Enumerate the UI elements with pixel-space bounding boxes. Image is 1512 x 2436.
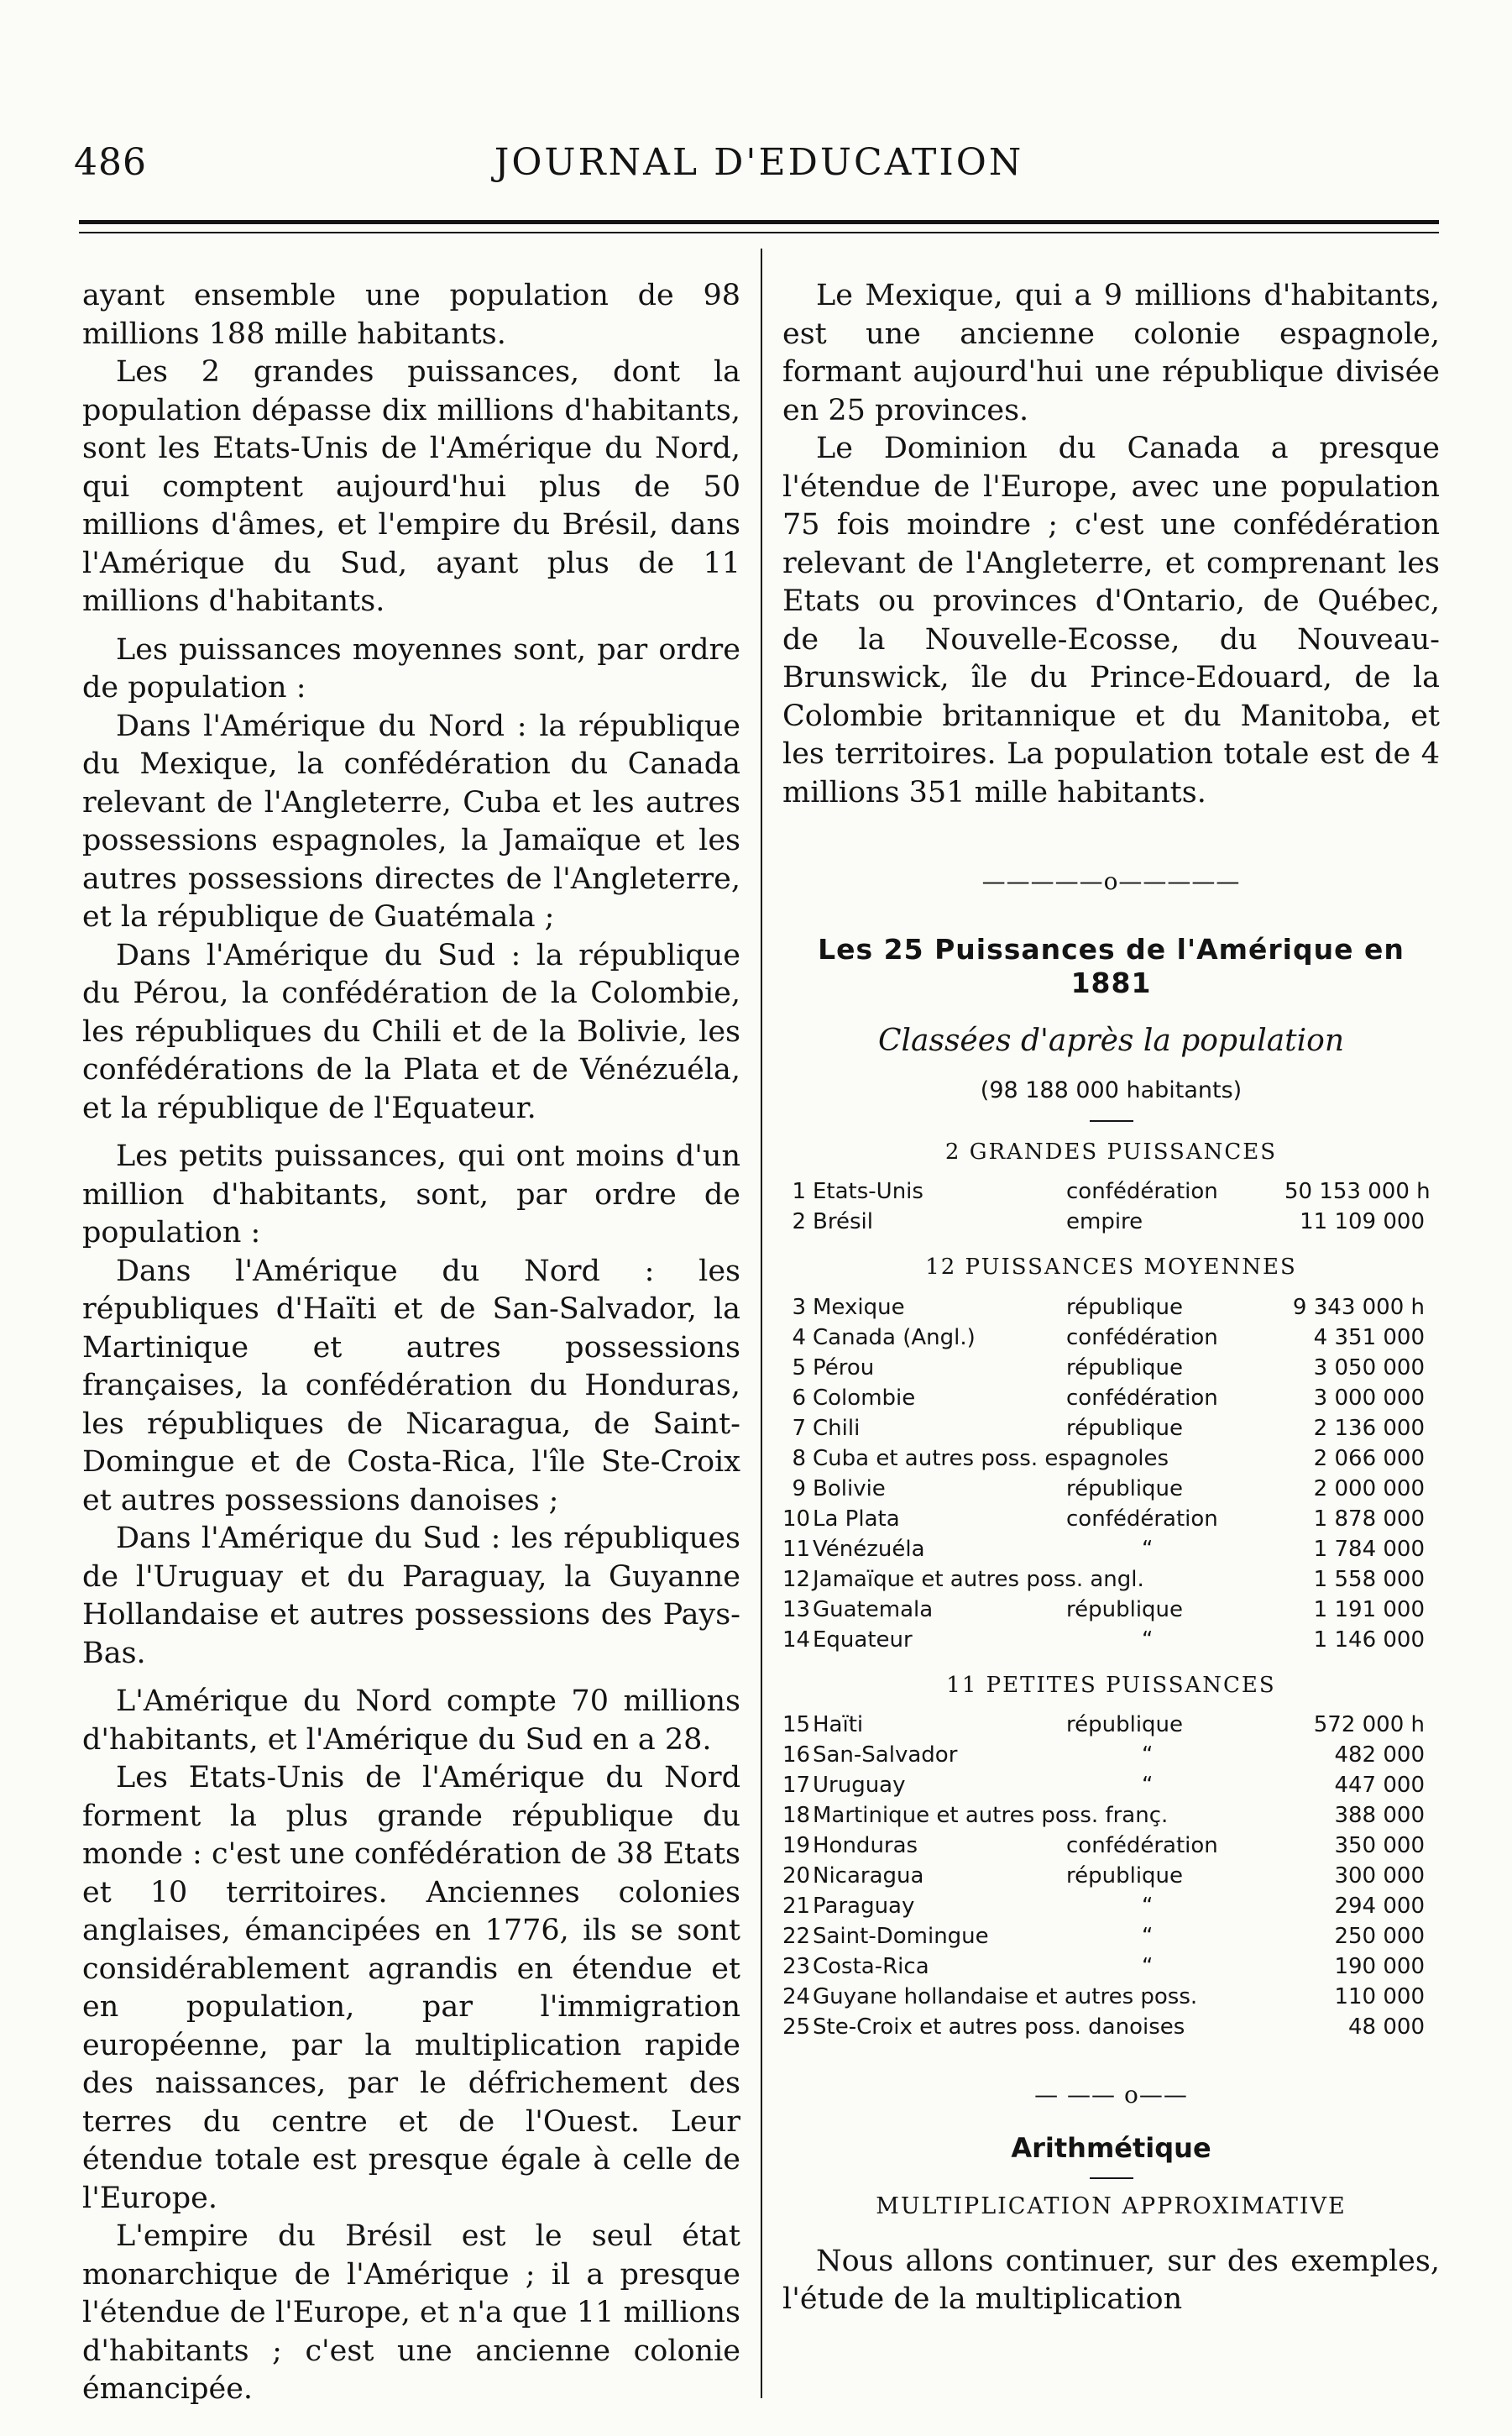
table-row [782,1504,1440,1534]
table-row [782,1353,1440,1383]
journal-title: JOURNAL D'EDUCATION [494,141,1024,184]
country-cell: Paraguay [813,1894,915,1919]
country-cell: Martinique et autres poss. franç. [813,1803,1169,1828]
paragraph: Dans l'Amérique du Sud : la république du Pérou, la confédération de la Colombie, les républiques du Chili et de la Bolivie, les confédérations de la Plata et de Vénézuéla, et la république de l'Equateur. [82,938,740,1125]
government-cell: “ [1142,1773,1154,1798]
population-cell: 48 000 [1348,2014,1425,2040]
government-cell: confédération [1066,1324,1218,1350]
country-cell: Uruguay [813,1773,906,1798]
country-cell: Haïti [813,1712,864,1737]
rank-cell: 16 [782,1742,811,1768]
government-cell: “ [1142,1627,1154,1653]
government-cell: république [1066,1475,1184,1501]
government-cell: “ [1142,1742,1154,1768]
country-cell: Chili [813,1415,861,1441]
paragraph: Les puissances moyennes sont, par ordre de population : [82,632,740,705]
population-cell: 250 000 [1334,1924,1425,1949]
page-header [74,141,1444,200]
population-cell: 50 153 000 h [1284,1179,1431,1204]
section-subtitle: Classées d'après la population [877,1023,1345,1058]
government-cell: “ [1142,1536,1154,1562]
rank-cell: 14 [782,1627,811,1653]
group-heading-moyennes: 12 PUISSANCES MOYENNES [925,1255,1297,1280]
population-cell: 1 146 000 [1313,1627,1425,1653]
paragraph: Dans l'Amérique du Nord : la république du Mexique, la confédération du Canada relevant de l'Angleterre, Cuba et les autres possessions espagnoles, la Jamaïque et les autres possessions directes de l'Angleterre, et la république de Guatémala ; [82,709,740,934]
paragraph: Le Dominion du Canada a presque l'étendue de l'Europe, avec une population 75 fois moindre ; c'est une confédération relevant de l'Angleterre, et comprenant les Etats ou provinces d'Ontario, de Québec, de la Nouvelle-Ecosse, du Nouveau-Brunswick, île du Prince-Edouard, de la Colombie britannique et du Manitoba, et les territoires. La population totale est de 4 millions 351 mille habitants. [782,432,1440,809]
rank-cell: 7 [792,1415,806,1441]
country-cell: Jamaïque et autres poss. angl. [813,1566,1144,1592]
government-cell: république [1066,1354,1184,1380]
rank-cell: 21 [782,1894,811,1919]
country-cell: Guyane hollandaise et autres poss. [813,1984,1198,2009]
paragraph: Les petits puissances, qui ont moins d'un million d'habitants, sont, par ordre de population : [82,1139,740,1249]
group-heading-grandes: 2 GRANDES PUISSANCES [944,1139,1278,1165]
country-cell: San-Salvador [813,1742,958,1768]
rank-cell: 1 [792,1179,806,1204]
government-cell: empire [1066,1209,1143,1234]
rank-cell: 15 [782,1712,811,1737]
table-row [782,1861,1440,1891]
country-cell: Saint-Domingue [813,1924,989,1949]
paragraph: Le Mexique, qui a 9 millions d'habitants, est une ancienne colonie espagnole, formant aujourd'hui une république divisée en 25 provinces. [782,279,1440,427]
population-cell: 388 000 [1334,1803,1425,1828]
header-rule-thick [79,220,1439,224]
country-cell: La Plata [813,1506,900,1532]
country-cell: Bolivie [813,1475,886,1501]
rank-cell: 2 [792,1209,806,1234]
government-cell: “ [1142,1924,1154,1949]
header-rule-thin [79,232,1439,233]
population-cell: 1 784 000 [1313,1536,1425,1562]
table-row [782,1982,1440,2012]
paragraph: Nous allons continuer, sur des exemples, l'étude de la multiplication [782,2244,1440,2316]
population-cell: 4 351 000 [1313,1324,1425,1350]
country-cell: Vénézuéla [813,1536,925,1562]
section-title: Les 25 Puissances de l'Amérique en 1881 [818,932,1405,999]
ranking-table-moyennes [782,1292,1440,1655]
government-cell: “ [1142,1894,1154,1919]
rank-cell: 24 [782,1984,811,2009]
government-cell: “ [1142,1954,1154,1979]
population-total: (98 188 000 habitants) [980,1077,1243,1103]
country-cell: Etats-Unis [813,1179,923,1204]
table-row [782,1474,1440,1504]
table-row [782,1323,1440,1353]
table-row [782,1534,1440,1564]
table-row [782,1595,1440,1625]
government-cell: république [1066,1712,1184,1737]
population-cell: 300 000 [1334,1863,1425,1889]
country-cell: Pérou [813,1354,875,1380]
paragraph: L'Amérique du Nord compte 70 millions d'habitants, et l'Amérique du Sud en a 28. [82,1684,740,1757]
country-cell: Guatemala [813,1596,934,1622]
rank-cell: 18 [782,1803,811,1828]
country-cell: Costa-Rica [813,1954,929,1979]
table-row [782,1891,1440,1921]
population-cell: 110 000 [1334,1984,1425,2009]
rank-cell: 10 [782,1506,811,1532]
population-cell: 350 000 [1334,1833,1425,1858]
paragraph: Dans l'Amérique du Nord : les républiques d'Haïti et de San-Salvador, la Martinique et autres possessions françaises, la confédération du Honduras, les républiques de Nicaragua, de Saint-Domingue et de Costa-Rica, l'île Ste-Croix et autres possessions danoises ; [82,1254,740,1517]
government-cell: confédération [1066,1506,1218,1532]
table-row [782,1740,1440,1770]
population-cell: 2 066 000 [1313,1445,1425,1471]
country-cell: Mexique [813,1294,905,1320]
country-cell: Colombie [813,1385,916,1411]
page-number: 486 [74,141,147,184]
table-row [782,1564,1440,1595]
rank-cell: 17 [782,1773,811,1798]
rank-cell: 5 [792,1354,806,1380]
paragraph: Dans l'Amérique du Sud : les républiques de l'Uruguay et du Paraguay, la Guyanne Hollandaise et autres possessions des Pays-Bas. [82,1522,740,1670]
rank-cell: 6 [792,1385,806,1411]
population-cell: 294 000 [1334,1894,1425,1919]
population-cell: 572 000 h [1313,1712,1425,1737]
table-row [782,1800,1440,1831]
table-row [782,1831,1440,1861]
rank-cell: 12 [782,1566,811,1592]
rank-cell: 3 [792,1294,806,1320]
right-column [782,277,1440,2319]
table-row [782,1413,1440,1443]
population-cell: 1 191 000 [1313,1596,1425,1622]
left-column [82,277,740,2409]
short-rule [1090,1120,1133,1122]
ranking-table-petites [782,1710,1440,2042]
government-cell: république [1066,1294,1184,1320]
paragraph: ayant ensemble une population de 98 millions 188 mille habitants. [82,279,740,351]
table-row [782,1921,1440,1951]
rank-cell: 22 [782,1924,811,1949]
rank-cell: 9 [792,1475,806,1501]
table-row [782,1383,1440,1413]
column-divider [761,249,762,2398]
country-cell: Ste-Croix et autres poss. danoises [813,2014,1185,2040]
group-heading-petites: 11 PETITES PUISSANCES [946,1672,1276,1698]
government-cell: république [1066,1596,1184,1622]
country-cell: Equateur [813,1627,913,1653]
arithmetic-title: Arithmétique [1011,2131,1211,2164]
country-cell: Nicaragua [813,1863,924,1889]
table-row [782,1176,1440,1207]
rank-cell: 19 [782,1833,811,1858]
table-row [782,1207,1440,1237]
government-cell: république [1066,1415,1184,1441]
country-cell: Canada (Angl.) [813,1324,976,1350]
table-row [782,1770,1440,1800]
section-separator: —————o————— [981,867,1241,895]
population-cell: 1 558 000 [1313,1566,1425,1592]
population-cell: 482 000 [1334,1742,1425,1768]
population-cell: 3 050 000 [1313,1354,1425,1380]
country-cell: Honduras [813,1833,918,1858]
ranking-table-grandes [782,1176,1440,1237]
table-row [782,1443,1440,1474]
section-separator: — —— o—— [1034,2081,1188,2109]
government-cell: confédération [1066,1179,1218,1204]
government-cell: confédération [1066,1385,1218,1411]
population-cell: 447 000 [1334,1773,1425,1798]
rank-cell: 20 [782,1863,811,1889]
government-cell: république [1066,1863,1184,1889]
rank-cell: 8 [792,1445,806,1471]
rank-cell: 11 [782,1536,811,1562]
arithmetic-subtitle: MULTIPLICATION APPROXIMATIVE [876,2193,1347,2219]
table-row [782,2012,1440,2042]
paragraph: Les Etats-Unis de l'Amérique du Nord forment la plus grande république du monde : c'est une confédération de 38 Etats et 10 territoires. Anciennes colonies anglaises, émancipées en 1776, ils se sont considérablement agrandis en étendue et en population, par l'immigration européenne, par la multiplication rapide des naissances, par le défrichement des terres du centre et de l'Ouest. Leur étendue totale est presque égale à celle de l'Europe. [82,1761,740,2215]
paragraph: L'empire du Brésil est le seul état monarchique de l'Amérique ; il a presque l'étendue de l'Europe, et n'a que 11 millions d'habitants ; c'est une ancienne colonie émancipée. [82,2219,740,2406]
government-cell: confédération [1066,1833,1218,1858]
table-row [782,1292,1440,1323]
rank-cell: 25 [782,2014,811,2040]
population-cell: 190 000 [1334,1954,1425,1979]
paragraph: Les 2 grandes puissances, dont la population dépasse dix millions d'habitants, sont les Etats-Unis de l'Amérique du Nord, qui comptent aujourd'hui plus de 50 millions d'âmes, et l'empire du Brésil, dans l'Amérique du Sud, ayant plus de 11 millions d'habitants. [82,355,740,618]
table-row [782,1951,1440,1982]
country-cell: Cuba et autres poss. espagnoles [813,1445,1169,1471]
population-cell: 2 000 000 [1313,1475,1425,1501]
rank-cell: 4 [792,1324,806,1350]
rank-cell: 23 [782,1954,811,1979]
population-cell: 9 343 000 h [1292,1294,1425,1320]
rank-cell: 13 [782,1596,811,1622]
population-cell: 1 878 000 [1313,1506,1425,1532]
country-cell: Brésil [813,1209,873,1234]
population-cell: 11 109 000 [1300,1209,1425,1234]
table-row [782,1710,1440,1740]
table-row [782,1625,1440,1655]
population-cell: 3 000 000 [1313,1385,1425,1411]
population-cell: 2 136 000 [1313,1415,1425,1441]
short-rule [1090,2177,1133,2179]
